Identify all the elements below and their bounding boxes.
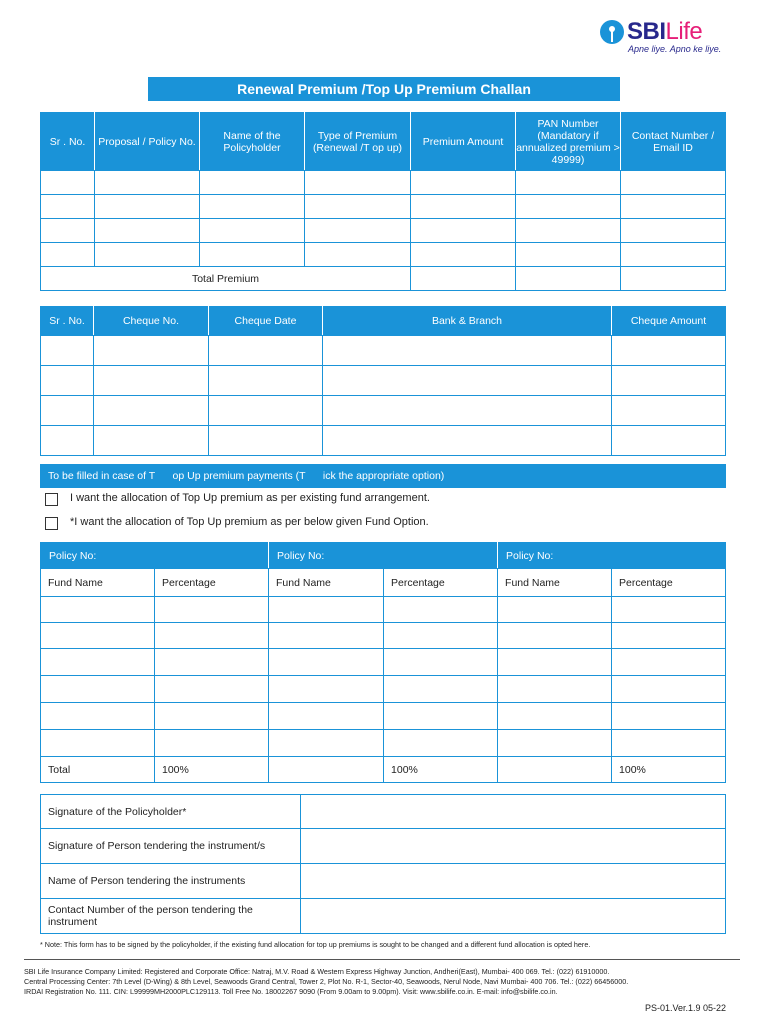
cell[interactable] xyxy=(200,195,305,219)
form-title: Renewal Premium /Top Up Premium Challan xyxy=(148,77,620,101)
logo-text: SBILife xyxy=(627,18,703,45)
header-sr-no: Sr . No. xyxy=(41,113,95,171)
signature-row xyxy=(41,795,726,829)
cell[interactable] xyxy=(269,730,384,757)
cell[interactable] xyxy=(94,336,209,366)
footer-line-3: IRDAI Registration No. 111. CIN: L99999MH2000PLC129113. Toll Free No. 18002267 9090 (From 9.00am to 9.00pm). Visit: www.sbilife.co.in. E-mail: info@sbilife.co.in. xyxy=(24,987,558,996)
cell[interactable] xyxy=(41,195,95,219)
topup-instruction-band: To be filled in case of T op Up premium payments (T ick the appropriate option) xyxy=(40,464,726,488)
cell[interactable] xyxy=(498,703,612,730)
cell[interactable] xyxy=(41,730,155,757)
cell[interactable] xyxy=(94,396,209,426)
fund-total-value-3: 100% xyxy=(612,757,726,783)
cell[interactable] xyxy=(384,623,498,649)
policy-no-label-1: Policy No: xyxy=(41,543,269,569)
cell xyxy=(269,757,384,783)
cell[interactable] xyxy=(612,366,726,396)
table-row xyxy=(41,649,726,676)
cell[interactable] xyxy=(269,623,384,649)
cell[interactable] xyxy=(621,195,726,219)
cell[interactable] xyxy=(498,676,612,703)
cheque-header-row xyxy=(41,307,726,336)
cell[interactable] xyxy=(95,243,200,267)
cell[interactable] xyxy=(155,649,269,676)
header-bank-branch: Bank & Branch xyxy=(323,307,612,336)
header-cheque-no: Cheque No. xyxy=(94,307,209,336)
table-row xyxy=(41,195,726,219)
cell[interactable] xyxy=(41,336,94,366)
cell[interactable] xyxy=(516,219,621,243)
fund-total-label: Total xyxy=(41,757,155,783)
cell[interactable] xyxy=(621,171,726,195)
sbi-life-logo xyxy=(600,18,730,58)
fund-name-header: Fund Name xyxy=(41,569,155,597)
table-row xyxy=(41,426,726,456)
cell[interactable] xyxy=(516,243,621,267)
fund-allocation-table xyxy=(40,542,726,783)
cell[interactable] xyxy=(41,396,94,426)
cell[interactable] xyxy=(498,597,612,623)
table-row xyxy=(41,676,726,703)
signature-table xyxy=(40,794,726,934)
header-sr-no: Sr . No. xyxy=(41,307,94,336)
new-fund-option-label: *I want the allocation of Top Up premium as per below given Fund Option. xyxy=(70,516,429,528)
cell[interactable] xyxy=(498,623,612,649)
cell[interactable] xyxy=(155,597,269,623)
cell[interactable] xyxy=(41,171,95,195)
table-row xyxy=(41,597,726,623)
cell[interactable] xyxy=(305,219,411,243)
cell[interactable] xyxy=(200,219,305,243)
cell[interactable] xyxy=(155,676,269,703)
cell[interactable] xyxy=(384,649,498,676)
cell[interactable] xyxy=(209,396,323,426)
header-cheque-date: Cheque Date xyxy=(209,307,323,336)
existing-fund-checkbox[interactable] xyxy=(45,493,58,506)
cell[interactable] xyxy=(498,649,612,676)
tenderer-contact-field[interactable] xyxy=(301,899,726,934)
footer-line-2: Central Processing Center: 7th Level (D-Wing) & 8th Level, Seawoods Grand Central, Tower 2, Plot No. R-1, Sector-40, Seawoods, Nerul Node, Navi Mumbai- 400 706. Tel.: (022) 66456000. xyxy=(24,977,629,986)
signature-row xyxy=(41,864,726,899)
fund-total-value-1: 100% xyxy=(155,757,269,783)
tenderer-name-label: Name of Person tendering the instruments xyxy=(41,864,301,899)
cell[interactable] xyxy=(41,219,95,243)
cell[interactable] xyxy=(305,171,411,195)
cell[interactable] xyxy=(305,243,411,267)
fund-total-value-2: 100% xyxy=(384,757,498,783)
cell[interactable] xyxy=(516,195,621,219)
table-row xyxy=(41,243,726,267)
cell[interactable] xyxy=(384,730,498,757)
existing-fund-option-label: I want the allocation of Top Up premium as per existing fund arrangement. xyxy=(70,492,430,504)
cell[interactable] xyxy=(621,243,726,267)
header-premium-type: Type of Premium (Renewal /T op up) xyxy=(305,113,411,171)
cell[interactable] xyxy=(94,426,209,456)
cell[interactable] xyxy=(621,219,726,243)
cell[interactable] xyxy=(41,597,155,623)
cell[interactable] xyxy=(498,730,612,757)
cell[interactable] xyxy=(41,676,155,703)
cell[interactable] xyxy=(411,171,516,195)
cell[interactable] xyxy=(305,195,411,219)
percentage-header: Percentage xyxy=(384,569,498,597)
table-row xyxy=(41,336,726,366)
cell[interactable] xyxy=(323,396,612,426)
cell[interactable] xyxy=(209,426,323,456)
cell[interactable] xyxy=(95,219,200,243)
cell[interactable] xyxy=(269,703,384,730)
signature-row xyxy=(41,899,726,934)
fund-total-row xyxy=(41,757,726,783)
cell[interactable] xyxy=(209,336,323,366)
table-row xyxy=(41,219,726,243)
total-premium-amount[interactable] xyxy=(411,267,516,291)
cell[interactable] xyxy=(155,623,269,649)
cell[interactable] xyxy=(612,703,726,730)
header-pan-number: PAN Number (Mandatory if annualized premium > 49999) xyxy=(516,113,621,171)
fund-name-header: Fund Name xyxy=(269,569,384,597)
footer-line-1: SBI Life Insurance Company Limited: Registered and Corporate Office: Natraj, M.V. Road & Western Express Highway Junction, Andheri(East), Mumbai- 400 069. Tel.: (022) 61910000. xyxy=(24,967,610,976)
policy-no-label-3: Policy No: xyxy=(498,543,726,569)
table-row xyxy=(41,730,726,757)
cell[interactable] xyxy=(95,171,200,195)
cell[interactable] xyxy=(209,366,323,396)
footer-divider xyxy=(24,959,740,960)
percentage-header: Percentage xyxy=(155,569,269,597)
table-row xyxy=(41,703,726,730)
cell[interactable] xyxy=(94,366,209,396)
table-row xyxy=(41,623,726,649)
premium-header-row xyxy=(41,113,726,171)
cell[interactable] xyxy=(612,426,726,456)
cell[interactable] xyxy=(323,366,612,396)
header-premium-amount: Premium Amount xyxy=(411,113,516,171)
table-row xyxy=(41,171,726,195)
cell[interactable] xyxy=(41,649,155,676)
cell[interactable] xyxy=(41,426,94,456)
cell[interactable] xyxy=(41,703,155,730)
cell[interactable] xyxy=(155,703,269,730)
form-version: PS-01.Ver.1.9 05-22 xyxy=(645,1003,727,1013)
cell[interactable] xyxy=(516,171,621,195)
new-fund-checkbox[interactable] xyxy=(45,517,58,530)
cell[interactable] xyxy=(411,243,516,267)
cell[interactable] xyxy=(516,267,621,291)
sbi-keyhole-icon xyxy=(600,20,624,44)
tenderer-contact-label: Contact Number of the person tendering the instrument xyxy=(41,899,301,934)
cell[interactable] xyxy=(384,597,498,623)
cell[interactable] xyxy=(269,676,384,703)
header-cheque-amount: Cheque Amount xyxy=(612,307,726,336)
cheque-table xyxy=(40,306,726,456)
table-row xyxy=(41,396,726,426)
table-row xyxy=(41,366,726,396)
tenderer-signature-field[interactable] xyxy=(301,829,726,864)
cell[interactable] xyxy=(411,195,516,219)
cell xyxy=(498,757,612,783)
cell[interactable] xyxy=(612,396,726,426)
cell[interactable] xyxy=(612,730,726,757)
premium-table xyxy=(40,112,726,291)
header-contact: Contact Number / Email ID xyxy=(621,113,726,171)
cell[interactable] xyxy=(41,243,95,267)
cell[interactable] xyxy=(612,649,726,676)
header-policyholder-name: Name of the Policyholder xyxy=(200,113,305,171)
total-premium-label: Total Premium xyxy=(41,267,411,291)
cell[interactable] xyxy=(384,703,498,730)
cell[interactable] xyxy=(323,336,612,366)
tenderer-signature-label: Signature of Person tendering the instrument/s xyxy=(41,829,301,864)
cell[interactable] xyxy=(200,171,305,195)
cell[interactable] xyxy=(155,730,269,757)
tenderer-name-field[interactable] xyxy=(301,864,726,899)
cell[interactable] xyxy=(41,366,94,396)
cell[interactable] xyxy=(41,623,155,649)
total-premium-row xyxy=(41,267,726,291)
fund-subheader-row xyxy=(41,569,726,597)
policyholder-signature-label: Signature of the Policyholder* xyxy=(41,795,301,829)
cell[interactable] xyxy=(612,336,726,366)
header-proposal-no: Proposal / Policy No. xyxy=(95,113,200,171)
cell[interactable] xyxy=(621,267,726,291)
policy-no-label-2: Policy No: xyxy=(269,543,498,569)
percentage-header: Percentage xyxy=(612,569,726,597)
cell[interactable] xyxy=(323,426,612,456)
cell[interactable] xyxy=(200,243,305,267)
cell[interactable] xyxy=(612,676,726,703)
cell[interactable] xyxy=(269,597,384,623)
cell[interactable] xyxy=(269,649,384,676)
cell[interactable] xyxy=(411,219,516,243)
logo-tagline: Apne liye. Apno ke liye. xyxy=(628,44,722,54)
form-note: * Note: This form has to be signed by the policyholder, if the existing fund allocation for top up premiums is sought to be changed and a different fund allocation is opted here. xyxy=(40,940,591,949)
policy-header-row xyxy=(41,543,726,569)
cell[interactable] xyxy=(384,676,498,703)
cell[interactable] xyxy=(612,597,726,623)
fund-name-header: Fund Name xyxy=(498,569,612,597)
cell[interactable] xyxy=(95,195,200,219)
signature-row xyxy=(41,829,726,864)
cell[interactable] xyxy=(612,623,726,649)
policyholder-signature-field[interactable] xyxy=(301,795,726,829)
